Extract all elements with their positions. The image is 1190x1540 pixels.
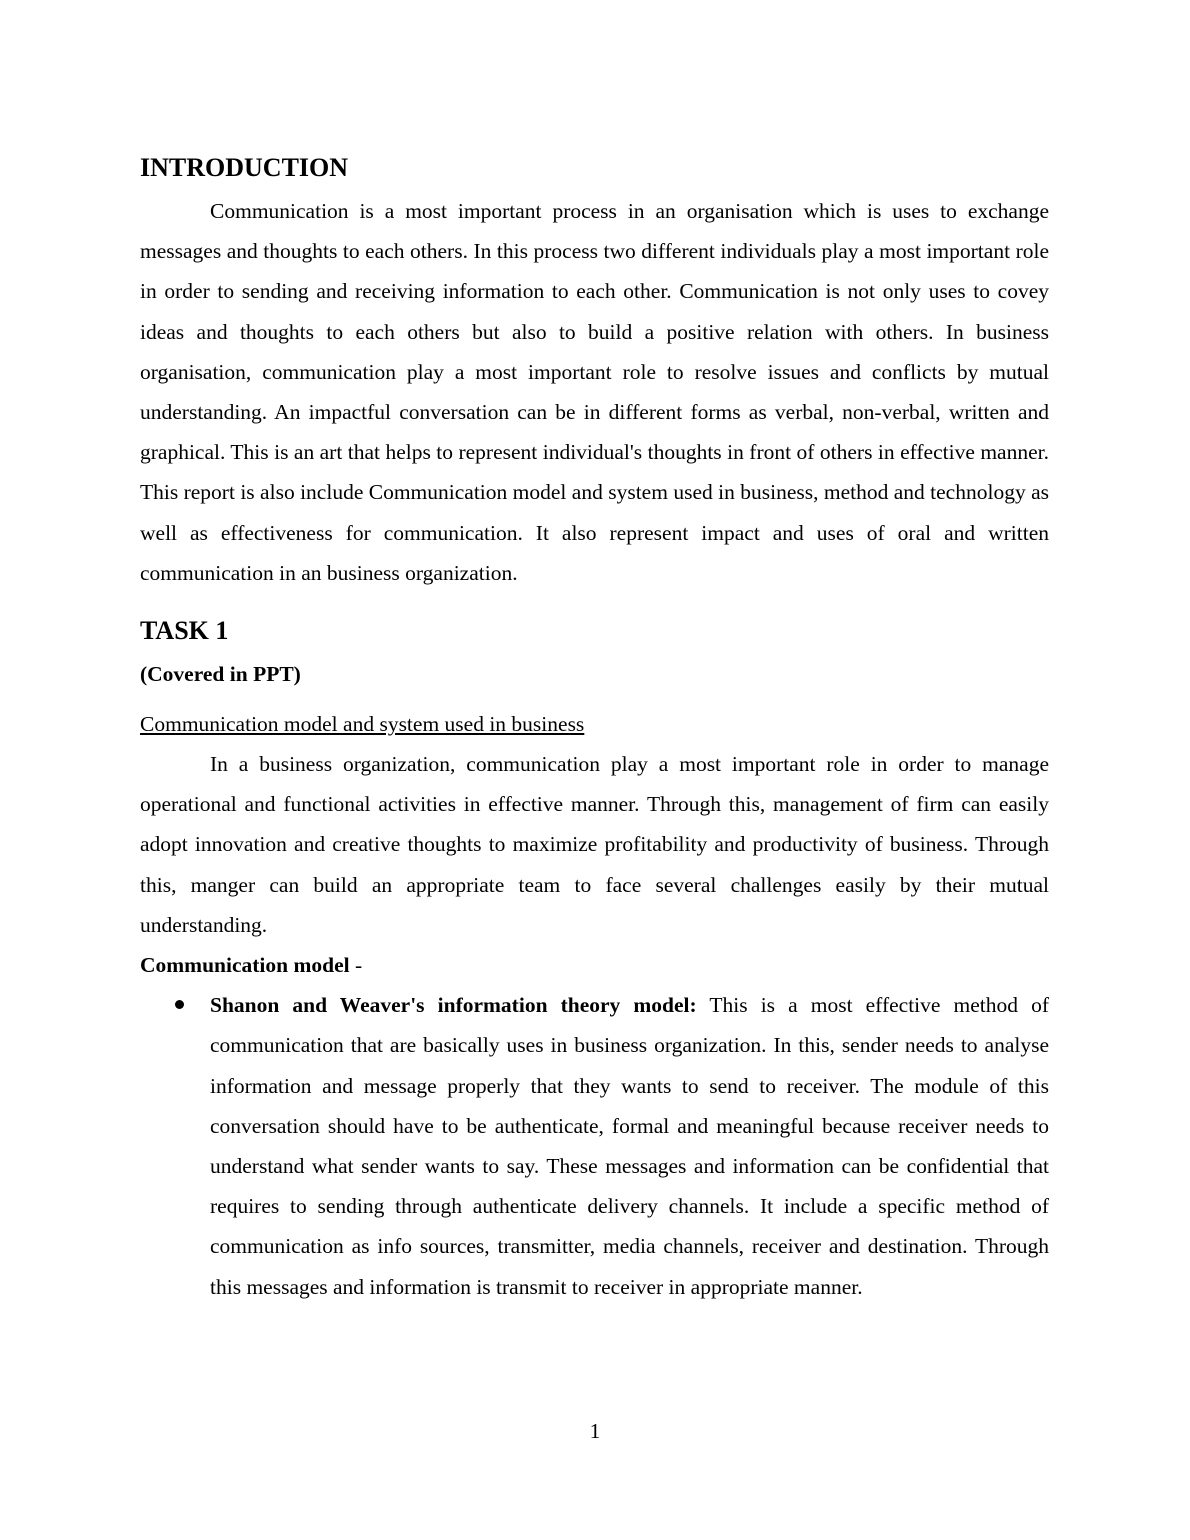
bullet-icon [175,1000,184,1009]
covered-note: (Covered in PPT) [140,662,301,687]
section-heading: Communication model and system used in business [140,712,585,737]
task-heading: TASK 1 [140,616,229,646]
model-label: Communication model [140,953,350,978]
section-paragraph: In a business organization, communication play a most important role in order to manage operational and functional activities in effective manner. Through this, management of firm can easily adopt innovation and creative thoughts to maximize profitability and productivity of business. Through this, manger can build an appropriate team to face several challenges easily by their mutual understanding. [140,752,1049,937]
bullet-text: This is a most effective method of communication that are basically uses in business organization. In this, sender needs to analyse information and message properly that they wants to send to receiver. The module of this conversation should have to be authenticate, formal and meaningful because receiver needs to understand what sender wants to say. These messages and information can be confidential that requires to sending through authenticate delivery channels. It include a specific method of communication as info sources, transmitter, media channels, receiver and destination. Through this messages and information is transmit to receiver in appropriate manner. [210,993,1050,1299]
page-number: 1 [589,1419,601,1443]
model-label-suffix: - [349,953,363,978]
page-body [140,148,1049,1307]
introduction-paragraph: Communication is a most important process in an organisation which is uses to exchange messages and thoughts to each others. In this process two different individuals play a most important role in order to sending and receiving information to each other. Communication is not only uses to covey ideas and thoughts to each others but also to build a positive relation with others. In business organisation, communication play a most important role to resolve issues and conflicts by mutual understanding. An impactful conversation can be in different forms as verbal, non-verbal, written and graphical. This is an art that helps to represent individual's thoughts in front of others in effective manner. This report is also include Communication model and system used in business, method and technology as well as effectiveness for communication. It also represent impact and uses of oral and written communication in an business organization. [140,199,1049,585]
list-item [140,985,1049,1307]
introduction-heading: INTRODUCTION [140,153,349,182]
bullet-title: Shanon and Weaver's information theory model: [210,993,697,1018]
model-label-line [140,945,1049,985]
